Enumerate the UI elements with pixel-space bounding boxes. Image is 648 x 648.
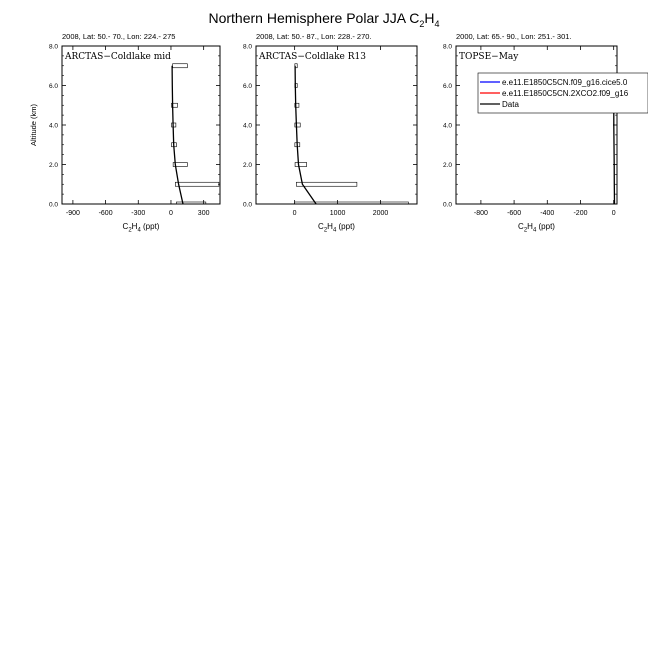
x-tick-label: 300 — [197, 210, 210, 217]
x-tick-label: 0 — [169, 210, 173, 217]
campaign-label: ARCTAS−Coldlake R13 — [259, 52, 366, 62]
range-box — [295, 123, 300, 127]
panel-header: 2008, Lat: 50.- 70., Lon: 224.- 275 — [62, 32, 176, 41]
panels — [29, 32, 648, 234]
range-box — [296, 182, 357, 186]
x-tick-label: -600 — [507, 210, 522, 217]
plot-area — [172, 64, 219, 206]
panel-2 — [243, 32, 417, 234]
x-tick-label: -600 — [98, 210, 113, 217]
y-tick-label: 4.0 — [442, 122, 452, 130]
x-tick-label: -800 — [473, 210, 488, 217]
series-line — [172, 66, 183, 204]
range-box — [173, 64, 188, 68]
y-tick-label: 4.0 — [48, 122, 58, 130]
legend-label: e.e11.E1850C5CN.f09_g16.cice5.0 — [502, 78, 628, 87]
panel-header: 2008, Lat: 50.- 87., Lon: 228.- 270. — [256, 32, 372, 41]
y-tick-label: 2.0 — [242, 162, 252, 169]
x-tick-label: 0 — [611, 210, 616, 217]
y-tick-label: 8.0 — [48, 43, 58, 51]
y-tick-label: 4.0 — [242, 122, 252, 130]
y-tick-label: 6.0 — [48, 83, 58, 90]
panel-3 — [443, 32, 648, 234]
y-tick-label: 8.0 — [242, 43, 252, 51]
y-tick-label: 6.0 — [242, 83, 252, 90]
x-tick-label: -900 — [65, 210, 80, 217]
y-tick-label: 0.0 — [442, 201, 452, 209]
x-axis-label: $C_2H_4$ (ppt) — [318, 222, 355, 234]
x-tick-label: -200 — [573, 210, 588, 217]
legend-label: Data — [502, 100, 519, 109]
x-axis-label: $C_2H_4$ (ppt) — [518, 222, 555, 234]
campaign-label: ARCTAS−Coldlake mid — [65, 52, 171, 62]
series-line — [614, 105, 615, 204]
x-tick-label: 2000 — [372, 210, 389, 217]
legend — [478, 73, 648, 113]
plot-frame — [256, 46, 417, 204]
plot-area — [295, 64, 409, 206]
y-tick-label: 6.0 — [442, 83, 452, 90]
figure-title: Northern Hemisphere Polar JJA $C_2H_4$ — [208, 10, 440, 29]
y-axis-label: Altitude (km) — [29, 103, 38, 147]
y-tick-label: 8.0 — [442, 43, 452, 51]
panel-header: 2000, Lat: 65.- 90., Lon: 251.- 301. — [456, 32, 572, 41]
x-axis-label: $C_2H_4$ (ppt) — [122, 222, 160, 234]
plot-frame — [62, 46, 220, 204]
plot-area — [614, 105, 615, 204]
y-tick-label: 2.0 — [48, 162, 58, 169]
panel-1 — [29, 32, 220, 234]
range-box — [175, 182, 219, 186]
y-tick-label: 0.0 — [242, 201, 252, 209]
x-tick-label: -400 — [540, 210, 555, 217]
x-tick-label: 0 — [292, 210, 297, 217]
y-tick-label: 0.0 — [48, 201, 58, 209]
y-tick-label: 2.0 — [442, 162, 452, 169]
x-tick-label: 1000 — [329, 210, 346, 217]
series-line — [295, 66, 316, 204]
range-box — [295, 163, 307, 167]
x-tick-label: -300 — [131, 210, 146, 217]
plot-frame — [456, 46, 617, 204]
legend-label: e.e11.E1850C5CN.2XCO2.f09_g16 — [502, 89, 629, 98]
campaign-label: TOPSE−May — [459, 52, 519, 62]
